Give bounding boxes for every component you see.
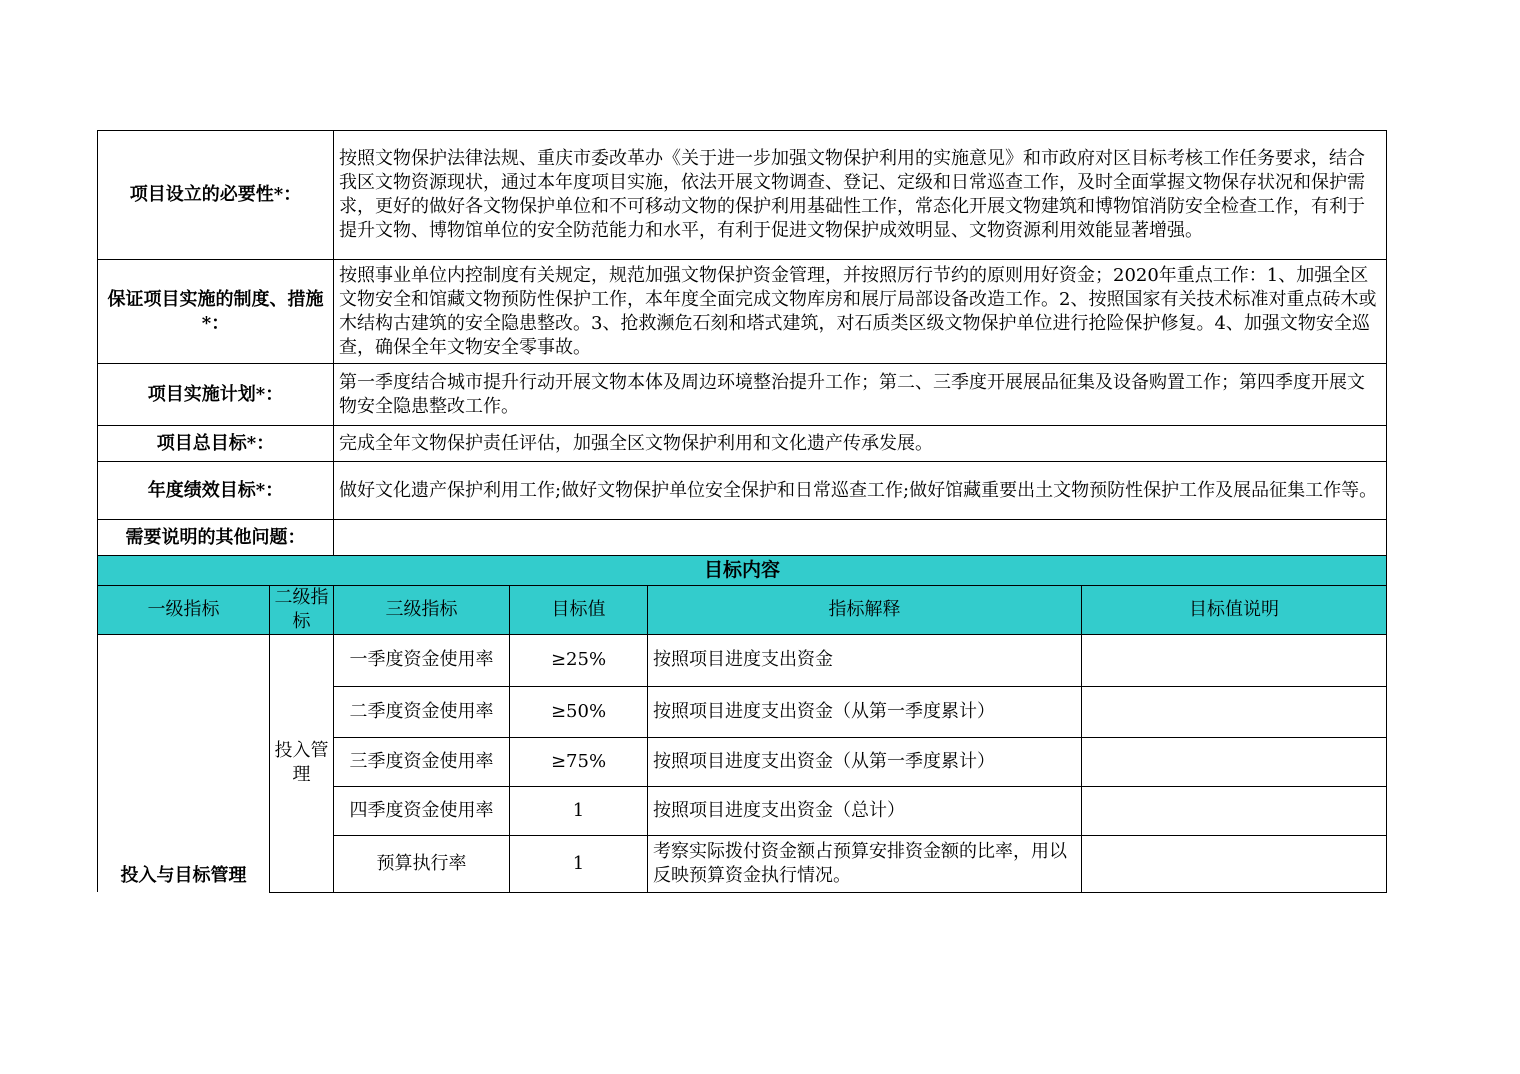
column-header: 指标解释 <box>648 585 1082 634</box>
info-row-measures <box>98 260 1387 364</box>
section-title-row <box>98 555 1387 585</box>
indicator-explanation: 按照项目进度支出资金 <box>648 634 1082 686</box>
indicator-explanation: 按照项目进度支出资金（总计） <box>648 786 1082 835</box>
level2-indicator: 投入管理 <box>270 634 334 892</box>
indicator-explanation: 考察实际拨付资金额占预算安排资金额的比率，用以反映预算资金执行情况。 <box>648 835 1082 892</box>
info-label: 需要说明的其他问题： <box>98 520 334 556</box>
info-label: 项目实施计划*： <box>98 364 334 426</box>
target-note <box>1082 786 1387 835</box>
level3-indicator: 一季度资金使用率 <box>334 634 510 686</box>
info-content: 按照事业单位内控制度有关规定，规范加强文物保护资金管理，并按照厉行节约的原则用好资金；2020年重点工作：1、加强全区文物安全和馆藏文物预防性保护工作，本年度全面完成文物库房和展厅局部设备改造工作。2、按照国家有关技术标准对重点砖木或木结构古建筑的安全隐患整改。3、抢救濒危石刻和塔式建筑，对石质类区级文物保护单位进行抢险保护修复。4、加强文物安全巡查，确保全年文物安全零事故。 <box>334 260 1387 364</box>
column-header: 一级指标 <box>98 585 270 634</box>
performance-goal-sheet <box>97 130 1387 893</box>
target-value: ≥25% <box>510 634 648 686</box>
column-header: 目标值说明 <box>1082 585 1387 634</box>
info-content <box>334 520 1387 556</box>
table-row <box>98 634 1387 686</box>
info-label: 项目设立的必要性*： <box>98 131 334 260</box>
info-label: 项目总目标*： <box>98 426 334 462</box>
target-value: 1 <box>510 835 648 892</box>
info-content: 做好文化遗产保护利用工作;做好文物保护单位安全保护和日常巡查工作;做好馆藏重要出土文物预防性保护工作及展品征集工作等。 <box>334 462 1387 520</box>
info-content: 第一季度结合城市提升行动开展文物本体及周边环境整治提升工作；第二、三季度开展展品征集及设备购置工作；第四季度开展文物安全隐患整改工作。 <box>334 364 1387 426</box>
info-label: 年度绩效目标*： <box>98 462 334 520</box>
column-header: 目标值 <box>510 585 648 634</box>
info-content: 完成全年文物保护责任评估，加强全区文物保护利用和文化遗产传承发展。 <box>334 426 1387 462</box>
project-info-table <box>97 130 1387 556</box>
target-note <box>1082 737 1387 786</box>
target-note <box>1082 634 1387 686</box>
level1-indicator: 投入与目标管理 <box>98 634 270 892</box>
info-row-overall-goal <box>98 426 1387 462</box>
info-row-plan <box>98 364 1387 426</box>
indicator-explanation: 按照项目进度支出资金（从第一季度累计） <box>648 686 1082 737</box>
column-header-row <box>98 585 1387 634</box>
info-row-necessity <box>98 131 1387 260</box>
target-value: ≥75% <box>510 737 648 786</box>
indicator-explanation: 按照项目进度支出资金（从第一季度累计） <box>648 737 1082 786</box>
info-row-other-issues <box>98 520 1387 556</box>
level3-indicator: 预算执行率 <box>334 835 510 892</box>
target-note <box>1082 686 1387 737</box>
target-value: 1 <box>510 786 648 835</box>
info-row-annual-goal <box>98 462 1387 520</box>
info-label: 保证项目实施的制度、措施*： <box>98 260 334 364</box>
level3-indicator: 二季度资金使用率 <box>334 686 510 737</box>
section-title: 目标内容 <box>98 555 1387 585</box>
indicator-table <box>97 555 1387 893</box>
level3-indicator: 三季度资金使用率 <box>334 737 510 786</box>
target-note <box>1082 835 1387 892</box>
column-header: 二级指标 <box>270 585 334 634</box>
target-value: ≥50% <box>510 686 648 737</box>
level3-indicator: 四季度资金使用率 <box>334 786 510 835</box>
info-content: 按照文物保护法律法规、重庆市委改革办《关于进一步加强文物保护利用的实施意见》和市政府对区目标考核工作任务要求，结合我区文物资源现状，通过本年度项目实施，依法开展文物调查、登记、定级和日常巡查工作，及时全面掌握文物保存状况和保护需求，更好的做好各文物保护单位和不可移动文物的保护利用基础性工作，常态化开展文物建筑和博物馆消防安全检查工作，有利于提升文物、博物馆单位的安全防范能力和水平，有利于促进文物保护成效明显、文物资源利用效能显著增强。 <box>334 131 1387 260</box>
column-header: 三级指标 <box>334 585 510 634</box>
